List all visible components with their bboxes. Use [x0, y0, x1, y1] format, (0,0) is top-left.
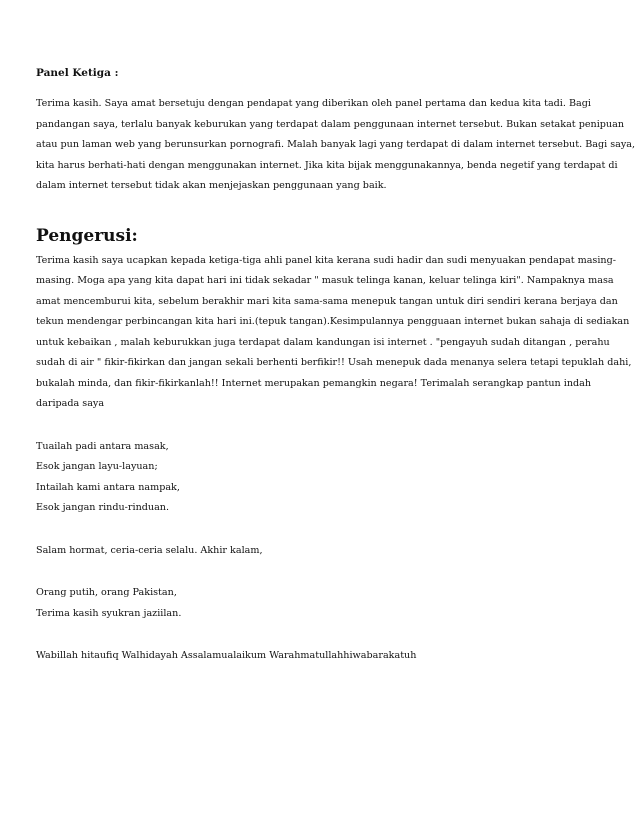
paragraph-line: daripada saya [36, 398, 105, 409]
closing-line: Orang putih, orang Pakistan, [36, 587, 177, 598]
panel-label: Panel Ketiga : [36, 67, 119, 79]
closing-verse [36, 583, 602, 624]
salam-line: Salam hormat, ceria-ceria selalu. Akhir kalam, [36, 544, 263, 556]
paragraph-line: masing. Moga apa yang kita dapat hari ini tidak sekadar " masuk telinga kanan, keluar telinga kiri". Nampaknya masa [36, 275, 614, 286]
pengerusi-paragraph [36, 251, 632, 415]
paragraph-line: amat mencemburui kita, sebelum berakhir mari kita sama-sama menepuk tangan untuk diri sendiri kerana berjaya dan [36, 295, 618, 307]
paragraph-line: sudah di air " fikir-fikirkan dan jangan sekali berhenti berfikir!! Usah menepuk dada menanya selera tetapi tepuklah dahi, [36, 357, 632, 368]
pantun-line: Intailah kami antara nampak, [36, 481, 180, 493]
paragraph-line: atau pun laman web yang berunsurkan pornografi. Malah banyak lagi yang terdapat di dalam internet tersebut. Bagi saya, [36, 139, 636, 150]
paragraph-line: Terima kasih. Saya amat bersetuju dengan pendapat yang diberikan oleh panel pertama dan kedua kita tadi. Bagi [36, 98, 591, 109]
paragraph-line: Terima kasih saya ucapkan kepada ketiga-tiga ahli panel kita kerana sudi hadir dan sudi menyuakan pendapat masing- [36, 254, 616, 266]
pantun-verse [36, 437, 602, 519]
paragraph-line: bukalah minda, dan fikir-fikirkanlah!! Internet merupakan pemangkin negara! Terimalah serangkap pantun indah [36, 377, 592, 389]
paragraph-line: pandangan saya, terlalu banyak keburukan yang terdapat dalam penggunaan internet tersebut. Bukan setakat penipuan [36, 118, 625, 130]
pantun-line: Esok jangan rindu-rinduan. [36, 502, 170, 513]
panel-paragraph [36, 94, 636, 197]
pantun-line: Esok jangan layu-layuan; [36, 461, 158, 472]
closing-line: Terima kasih syukran jaziilan. [36, 607, 182, 619]
paragraph-line: tekun mendengar perbincangan kita hari ini.(tepuk tangan).Kesimpulannya pengguaan internet bukan sahaja di sediakan [36, 316, 630, 327]
paragraph-line: dalam internet tersebut tidak akan menjejaskan penggunaan yang baik. [36, 180, 387, 191]
document-page [36, 66, 636, 667]
farewell-line: Wabillah hitaufiq Walhidayah Assalamualaikum Warahmatullahhiwabarakatuh [36, 650, 417, 661]
pengerusi-heading: Pengerusi: [36, 225, 138, 246]
pantun-line: Tuailah padi antara masak, [36, 440, 169, 452]
paragraph-line: kita harus berhati-hati dengan menggunakan internet. Jika kita bijak menggunakannya, benda negetif yang terdapat di [36, 159, 618, 171]
paragraph-line: untuk kebaikan , malah keburukkan juga terdapat dalam kandungan isi internet . "pengayuh sudah ditangan , perahu [36, 336, 610, 348]
